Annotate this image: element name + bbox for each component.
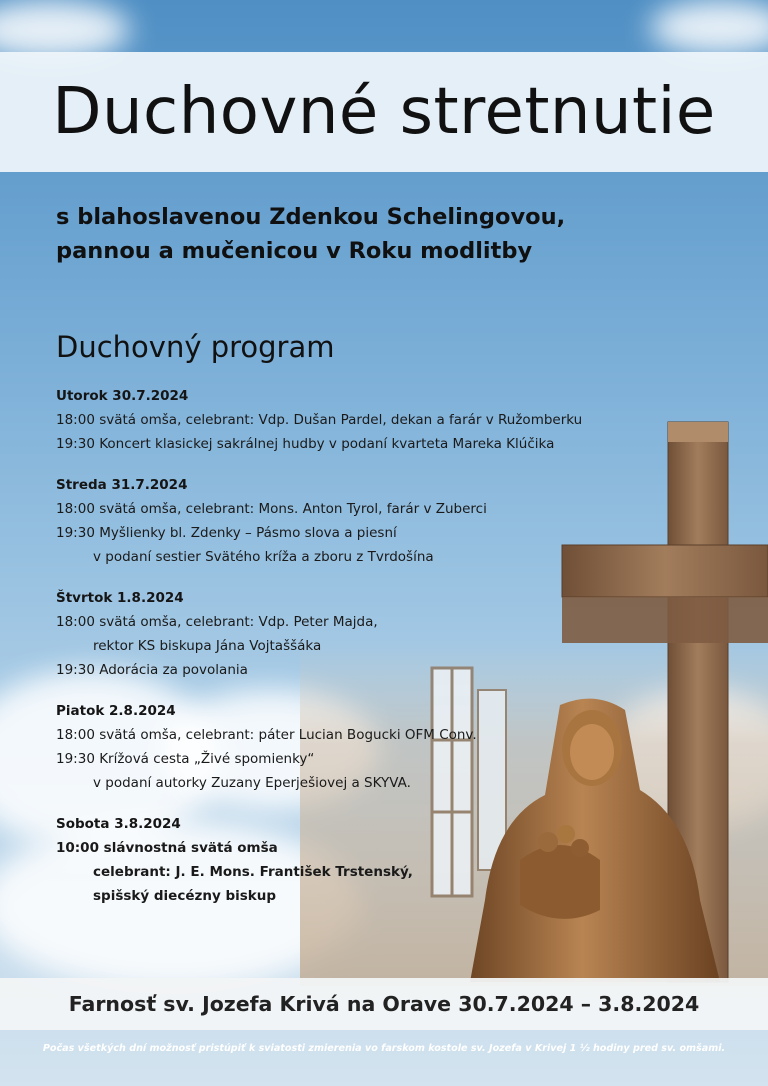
program-schedule [56, 384, 656, 925]
subtitle-line: s blahoslavenou Zdenkou Schelingovou, [56, 204, 566, 230]
day-tuesday [56, 384, 656, 456]
confession-note [0, 1034, 768, 1062]
confession-note-text: Počas všetkých dní možnosť pristúpiť k sviatosti zmierenia vo farskom kostole sv. Jozefa v Krivej 1 ½ hodiny pred sv. omšami. [42, 1042, 726, 1054]
subtitle-line: pannou a mučenicou v Roku modlitby [56, 238, 533, 264]
program-line: 18:00 svätá omša, celebrant: páter Lucian Bogucki OFM Conv. [56, 727, 477, 743]
footer-band [0, 978, 768, 1030]
program-line: 19:30 Krížová cesta „Živé spomienky“ [56, 751, 315, 767]
day-name: Streda 31.7.2024 [56, 477, 188, 493]
day-saturday [56, 812, 656, 908]
program-line: 19:30 Myšlienky bl. Zdenky – Pásmo slova a piesní [56, 525, 397, 541]
page-title: Duchovné stretnutie [52, 75, 716, 149]
day-name: Piatok 2.8.2024 [56, 703, 176, 719]
day-wednesday [56, 473, 656, 569]
program-line: 10:00 slávnostná svätá omša [56, 840, 278, 856]
program-line: 19:30 Adorácia za povolania [56, 662, 248, 678]
program-heading: Duchovný program [56, 330, 335, 364]
subtitle [56, 200, 696, 268]
day-name: Utorok 30.7.2024 [56, 388, 189, 404]
program-line: 18:00 svätá omša, celebrant: Vdp. Dušan Pardel, dekan a farár v Ružomberku [56, 412, 583, 428]
day-name: Štvrtok 1.8.2024 [56, 590, 184, 606]
day-name: Sobota 3.8.2024 [56, 816, 181, 832]
program-line: 18:00 svätá omša, celebrant: Mons. Anton Tyrol, farár v Zuberci [56, 501, 487, 517]
program-line: 19:30 Koncert klasickej sakrálnej hudby v podaní kvarteta Mareka Klúčika [56, 436, 555, 452]
day-thursday [56, 586, 656, 682]
day-friday [56, 699, 656, 795]
program-line: 18:00 svätá omša, celebrant: Vdp. Peter Majda, [56, 614, 378, 630]
program-line: rektor KS biskupa Jána Vojtaššáka [93, 638, 322, 654]
program-line: v podaní sestier Svätého kríža a zboru z Tvrdošína [93, 549, 434, 565]
program-line: celebrant: J. E. Mons. František Trstenský, [93, 864, 413, 880]
parish-and-dates: Farnosť sv. Jozefa Krivá na Orave 30.7.2024 – 3.8.2024 [68, 992, 700, 1016]
title-band [0, 52, 768, 172]
program-line: v podaní autorky Zuzany Eperješiovej a SKYVA. [93, 775, 411, 791]
program-line: spišský diecézny biskup [93, 888, 277, 904]
